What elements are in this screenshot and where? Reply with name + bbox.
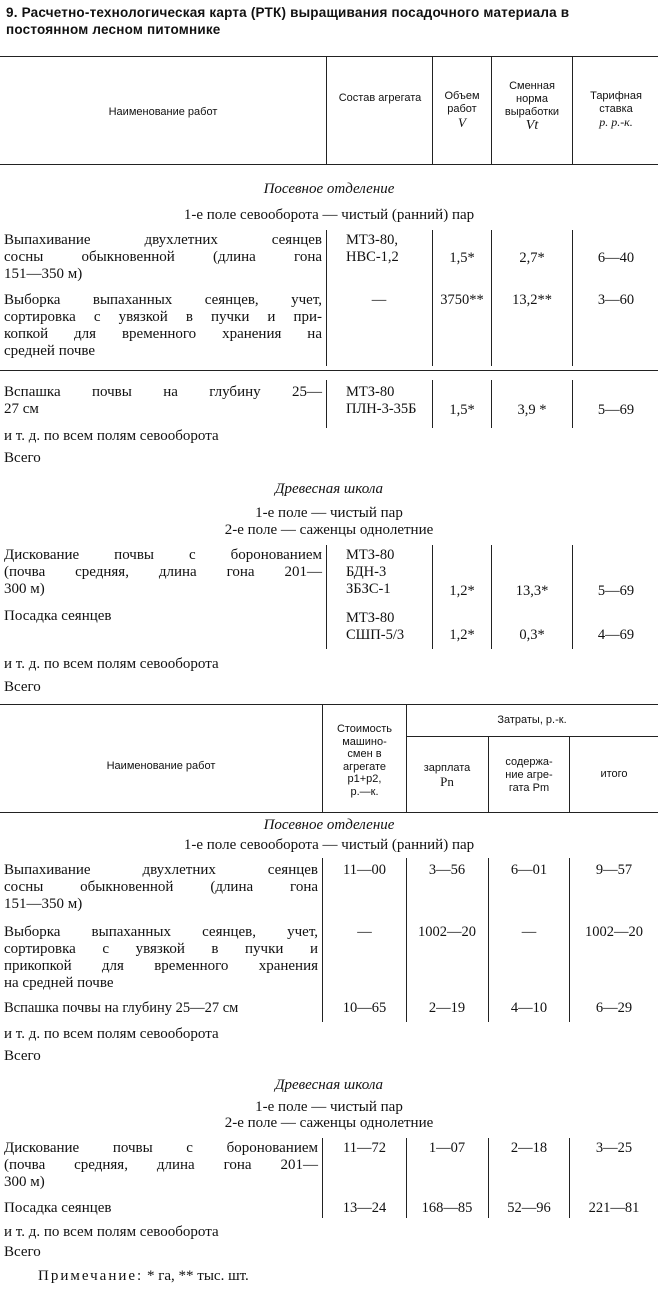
table1-row1-unit-line: МТЗ-80, xyxy=(346,232,398,248)
table2-row1-work-line: сосны обыкновенной (длина гона xyxy=(4,879,318,895)
table2-header-bottom-rule xyxy=(0,812,658,813)
table1-row4-volume: 1,2* xyxy=(449,583,475,599)
table1-row2-work-line: средней почве xyxy=(4,343,96,359)
table1-row3-unit-line: МТЗ-80 xyxy=(346,384,395,400)
table2-row2-work xyxy=(4,924,318,992)
table1-row4-work-line: (почва средняя, длина гона 201— xyxy=(4,564,322,580)
table1-row3-unit-line: ПЛН-3-35Б xyxy=(346,401,417,417)
table2-row5-cost: 13—24 xyxy=(342,1200,387,1216)
table1-col-line xyxy=(572,380,573,428)
table2-row4-work-line: 300 м) xyxy=(4,1174,45,1190)
table1-row-separator xyxy=(0,370,658,371)
table2-header-total: итого xyxy=(600,768,628,780)
table1-row1-work-line: 151—350 м) xyxy=(4,266,83,282)
table1-header-divider xyxy=(326,56,327,164)
table1-row1-work-line: Выпахивание двухлетних сеянцев xyxy=(4,232,322,248)
table1-row3-norm: 3,9 * xyxy=(517,402,547,418)
table2-row2-cost: — xyxy=(357,924,372,940)
table1-header-rate-label: Тарифная ставка xyxy=(590,90,642,115)
table2-header-salary-symbol: Pn xyxy=(440,774,454,789)
table2-costs-rule xyxy=(406,736,658,737)
table1-row1-work xyxy=(4,232,322,266)
table1-subsection-field1: 1-е поле севооборота — чистый (ранний) пар xyxy=(183,207,475,223)
table2-header-cost-line: агрегате xyxy=(342,760,387,773)
table1-row2-work-line: сортировка с увязкой в пучки и при- xyxy=(4,309,322,325)
table1-col-line xyxy=(572,230,573,366)
table2-row5-total: 221—81 xyxy=(588,1200,640,1216)
table1-header-norm xyxy=(493,80,571,133)
table1-row5-work: Посадка сеянцев xyxy=(4,608,112,624)
table1-row3-work xyxy=(4,384,322,418)
table1-col-line xyxy=(432,380,433,428)
table2-row3-work: Вспашка почвы на глубину 25—27 см xyxy=(4,1000,239,1016)
table1-header-rate-unit: р. р.-к. xyxy=(599,115,633,129)
table1-row2-work-line: копкой для временного хранения на xyxy=(4,326,322,342)
table1-col-line xyxy=(326,545,327,649)
table2-row2-work-line: сортировка с увязкой в пучки и xyxy=(4,941,318,957)
table1-header-work: Наименование работ xyxy=(108,106,218,118)
table2-header-cost-line: p1+p2, xyxy=(347,773,382,785)
table1-row2-norm: 13,2** xyxy=(512,292,552,308)
table1-row4-rate: 5—69 xyxy=(597,583,635,599)
table1-row1-work-line: сосны обыкновенной (длина гона xyxy=(4,249,322,265)
table1-row5-norm: 0,3* xyxy=(519,627,545,643)
table1-header-divider xyxy=(432,56,433,164)
table1-row1-unit-line: НВС-1,2 xyxy=(346,249,399,265)
table1-row3-rate: 5—69 xyxy=(597,402,635,418)
table1-header-divider xyxy=(491,56,492,164)
table1-row1-rate: 6—40 xyxy=(597,250,635,266)
table2-row2-work-line: на средней почве xyxy=(4,975,114,991)
table1-row3-work-line: Вспашка почвы на глубину 25— xyxy=(4,384,322,400)
table1-row4-unit xyxy=(346,547,394,598)
page-title: 9. Расчетно-технологическая карта (РТК) выращивания посадочного материала в постоянном лесном питомнике xyxy=(6,5,570,37)
table1-header-norm-label: Сменная норма выработки xyxy=(504,80,560,118)
table1-row5-rate: 4—69 xyxy=(597,627,635,643)
table1-row2-unit: — xyxy=(371,292,387,308)
table2-row1-work xyxy=(4,862,318,913)
table2-row1-total: 9—57 xyxy=(595,862,633,878)
table2-row4-salary: 1—07 xyxy=(428,1140,466,1156)
table2-subsection-school-field1: 1-е поле — чистый пар xyxy=(255,1099,403,1115)
table2-header-maint xyxy=(489,756,569,795)
table2-row1-salary: 3—56 xyxy=(428,862,466,878)
table2-header-costs: Затраты, р.-к. xyxy=(497,714,567,726)
table2-subsection-field1: 1-е поле севооборота — чистый (ранний) пар xyxy=(183,837,475,853)
table1-etc-school: и т. д. по всем полям севооборота xyxy=(4,656,219,672)
table2-row3-salary: 2—19 xyxy=(428,1000,466,1016)
table2-header-cost-line: смен в xyxy=(347,748,382,760)
table2-row4-maint: 2—18 xyxy=(510,1140,548,1156)
table2-row5-work: Посадка сеянцев xyxy=(4,1200,112,1216)
table2-row4-work xyxy=(4,1140,318,1191)
table1-row5-volume: 1,2* xyxy=(449,627,475,643)
table1-row4-unit-line: БДН-3 xyxy=(346,564,387,580)
table1-section-school: Древесная школа xyxy=(274,481,384,497)
table1-col-line xyxy=(491,230,492,366)
footnote-label: Примечание: xyxy=(38,1268,144,1284)
table2-header-cost-line: р.—к. xyxy=(350,785,379,798)
table2-total-school: Всего xyxy=(4,1244,41,1260)
table1-header-divider xyxy=(572,56,573,164)
table1-header-volume-symbol: V xyxy=(458,115,466,130)
table1-total-school: Всего xyxy=(4,679,41,695)
table1-subsection-school-field1: 1-е поле — чистый пар xyxy=(255,505,403,521)
table2-row3-total: 6—29 xyxy=(595,1000,633,1016)
table2-header-maint-line: гата Pm xyxy=(508,782,550,794)
table1-row5-unit-line: МТЗ-80 xyxy=(346,610,395,626)
table2-section-sowing: Посевное отделение xyxy=(263,817,395,833)
table2-header-maint-line: содержа- xyxy=(505,756,553,768)
table1-row4-work-line: 300 м) xyxy=(4,581,45,597)
footnote xyxy=(38,1268,249,1285)
table2-etc-school: и т. д. по всем полям севооборота xyxy=(4,1224,219,1240)
table1-row3-volume: 1,5* xyxy=(449,402,475,418)
table2-header-salary-label: зарплата xyxy=(423,762,471,774)
table2-row4-work-line: Дискование почвы с боронованием xyxy=(4,1140,318,1156)
table1-col-line xyxy=(432,230,433,366)
table1-etc: и т. д. по всем полям севооборота xyxy=(4,428,219,444)
table1-row4-norm: 13,3* xyxy=(515,583,549,599)
table1-row1-unit xyxy=(346,232,399,266)
table1-header-bottom-rule xyxy=(0,164,658,165)
table2-row4-cost: 11—72 xyxy=(343,1140,386,1156)
table1-row1-volume: 1,5* xyxy=(449,250,475,266)
table1-header-norm-symbol: Vt xyxy=(525,118,539,133)
table1-row2-work-line: Выборка выпаханных сеянцев, учет, xyxy=(4,292,322,308)
table2-header-work: Наименование работ xyxy=(106,760,216,772)
table1-row1-norm: 2,7* xyxy=(519,250,545,266)
table1-header-rate xyxy=(574,90,658,130)
table1-top-rule xyxy=(0,56,658,57)
table2-section-school: Древесная школа xyxy=(274,1077,384,1093)
table2-header-cost-line: машино- xyxy=(342,735,387,748)
table1-header-volume xyxy=(434,90,490,131)
table1-row3-work-line: 27 см xyxy=(4,401,39,417)
table1-row2-rate: 3—60 xyxy=(597,292,635,308)
table1-row4-work xyxy=(4,547,322,598)
table2-total: Всего xyxy=(4,1048,41,1064)
table2-top-rule xyxy=(0,704,658,705)
table1-header-volume-label: Объем работ xyxy=(444,90,480,115)
table1-row4-unit-line: МТЗ-80 xyxy=(346,547,395,563)
table2-row1-maint: 6—01 xyxy=(510,862,548,878)
table2-header-salary xyxy=(406,762,488,788)
table2-row4-total: 3—25 xyxy=(595,1140,633,1156)
table1-header-unit: Состав агрегата xyxy=(338,92,422,104)
table1-col-line xyxy=(491,380,492,428)
table1-row3-unit xyxy=(346,384,417,418)
table2-row1-work-line: 151—350 м) xyxy=(4,896,83,912)
table1-section-sowing: Посевное отделение xyxy=(263,181,395,197)
table1-row4-unit-line: ЗБЗС-1 xyxy=(346,581,391,597)
table1-col-line xyxy=(326,380,327,428)
table2-row2-salary: 1002—20 xyxy=(418,924,476,940)
table2-subsection-school-field2: 2-е поле — саженцы однолетние xyxy=(224,1115,434,1131)
table1-col-line xyxy=(491,545,492,649)
table1-row4-work-line: Дискование почвы с боронованием xyxy=(4,547,322,563)
table2-header-cost xyxy=(323,723,406,798)
table1-col-line xyxy=(572,545,573,649)
table2-etc: и т. д. по всем полям севооборота xyxy=(4,1026,219,1042)
table2-row2-work-line: Выборка выпаханных сеянцев, учет, xyxy=(4,924,318,940)
table1-row5-unit-line: СШП-5/3 xyxy=(346,627,405,643)
table2-row2-total: 1002—20 xyxy=(585,924,643,940)
table2-row3-cost: 10—65 xyxy=(342,1000,387,1016)
table2-row1-cost: 11—00 xyxy=(343,862,386,878)
table1-row2-work xyxy=(4,292,322,360)
table2-row5-salary: 168—85 xyxy=(421,1200,473,1216)
table2-row4-work-line: (почва средняя, длина гона 201— xyxy=(4,1157,318,1173)
table1-total: Всего xyxy=(4,450,41,466)
table2-row2-maint: — xyxy=(521,924,537,940)
footnote-text: * га, ** тыс. шт. xyxy=(146,1268,249,1284)
table2-header-maint-line: ние агре- xyxy=(505,769,553,781)
table1-col-line xyxy=(432,545,433,649)
table1-subsection-school-field2: 2-е поле — саженцы однолетние xyxy=(224,522,434,538)
table2-row1-work-line: Выпахивание двухлетних сеянцев xyxy=(4,862,318,878)
table2-header-cost-line: Стоимость xyxy=(336,723,393,735)
table2-row3-maint: 4—10 xyxy=(510,1000,548,1016)
table1-row5-unit xyxy=(346,610,404,644)
table2-row2-work-line: прикопкой для временного хранения xyxy=(4,958,318,974)
table1-row2-volume: 3750** xyxy=(440,292,484,308)
table2-row5-maint: 52—96 xyxy=(507,1200,551,1216)
